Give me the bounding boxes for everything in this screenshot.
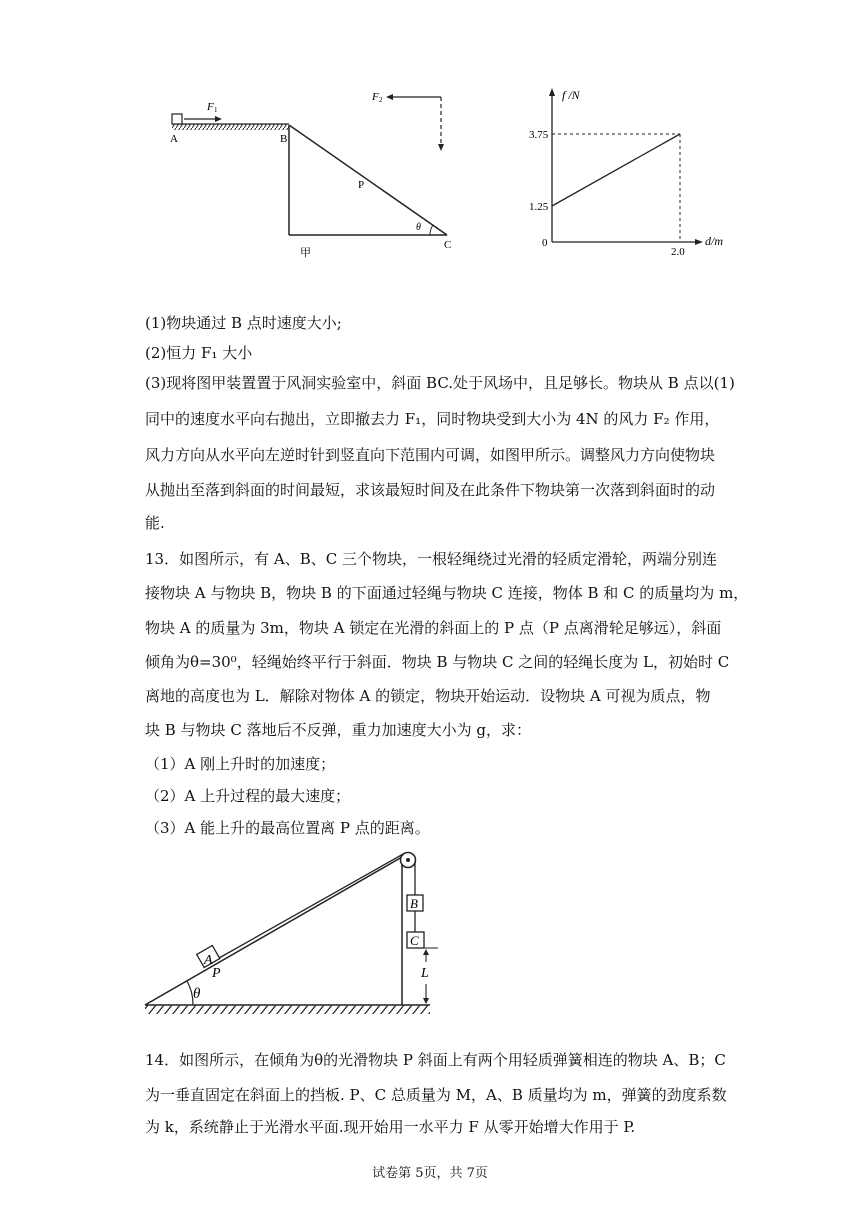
label-a: A (170, 133, 178, 145)
f1-arrow-head (215, 116, 222, 122)
label-f2: F (372, 91, 379, 103)
label-length: L (421, 966, 429, 981)
label-theta: θ (416, 222, 421, 233)
y-axis-arrow (549, 88, 555, 96)
q13-line: 物块 A 的质量为 3m，物块 A 锁定在光滑的斜面上的 P 点（P 点离滑轮足够远），斜面 (145, 619, 722, 637)
label-c: C (444, 239, 452, 251)
q12-part3-line: 从抛出至落到斜面的时间最短，求该最短时间及在此条件下物块第一次落到斜面时的动 (145, 481, 716, 499)
page-footer: 试卷第 5页，共 7页 (372, 1166, 488, 1181)
label-p: P (358, 179, 365, 191)
figure-jia (160, 80, 460, 265)
q13-sub2: （2）A 上升过程的最大速度； (145, 787, 351, 805)
svg-text:1: 1 (214, 106, 218, 114)
q12-part3-line: (3)现将图甲装置置于风洞实验室中，斜面 BC.处于风场中，且足够长。物块从 B 点以(1) (145, 374, 735, 392)
figure-pulley (140, 845, 450, 1025)
f-d-graph (525, 82, 735, 262)
angle-arc (430, 225, 433, 235)
rope-incline (212, 853, 405, 962)
y-tick-high: 3.75 (529, 129, 549, 141)
q12-part3-line: 同中的速度水平向右抛出，立即撤去力 F₁，同时物块受到大小为 4N 的风力 F₂ 作用， (145, 410, 720, 428)
rough-surface (172, 124, 289, 130)
q14-line: 14．如图所示，在倾角为θ的光滑物块 P 斜面上有两个用轻质弹簧相连的物块 A、B；C (145, 1051, 726, 1069)
q13-sub3: （3）A 能上升的最高位置离 P 点的距离。 (145, 819, 430, 837)
q12-part2: (2)恒力 F₁ 大小 (145, 344, 253, 362)
origin-label: 0 (542, 237, 548, 249)
q14-line: 为 k，系统静止于光滑水平面.现开始用一水平力 F 从零开始增大作用于 P. (145, 1118, 636, 1136)
ground-hatch (145, 1005, 430, 1014)
label-block-b: B (410, 896, 418, 911)
label-block-a: A (204, 953, 213, 968)
label-b: B (280, 133, 288, 145)
incline-bc (289, 125, 447, 235)
q13-line: 离地的高度也为 L．解除对物体 A 的锁定，物块开始运动．设物块 A 可视为质点，物 (145, 687, 711, 705)
f2-down-arrow-head (438, 144, 444, 151)
q13-line: 倾角为θ=30⁰，轻绳始终平行于斜面．物块 B 与物块 C 之间的轻绳长度为 L，初始时 C (145, 653, 730, 671)
q13-line: 块 B 与物块 C 落地后不反弹，重力加速度大小为 g，求： (145, 721, 531, 739)
svg-text:2: 2 (379, 96, 383, 104)
q12-part3-line: 能. (145, 514, 165, 532)
label-theta: θ (193, 986, 201, 1002)
q12-part3-line: 风力方向从水平向左逆时针到竖直向下范围内可调，如图甲所示。调整风力方向使物块 (145, 446, 716, 464)
q14-line: 为一垂直固定在斜面上的挡板. P、C 总质量为 M，A、B 质量均为 m，弹簧的劲度系数 (145, 1086, 727, 1104)
q13-line: 13．如图所示，有 A、B、C 三个物块，一根轻绳绕过光滑的轻质定滑轮，两端分别连 (145, 550, 717, 568)
f2-arrow-head (386, 94, 393, 100)
graph-y-label: f /N (562, 88, 580, 102)
caption-jia: 甲 (300, 247, 311, 259)
label-p: P (212, 966, 221, 981)
graph-x-label: d/m (705, 234, 723, 248)
q13-sub1: （1）A 刚上升时的加速度； (145, 755, 336, 773)
q13-line: 接物块 A 与物块 B，物块 B 的下面通过轻绳与物块 C 连接，物体 B 和 C 的质量均为 m， (145, 584, 749, 602)
f-d-line (552, 134, 680, 206)
label-block-c: C (410, 933, 419, 948)
incline (145, 857, 402, 1005)
x-tick: 2.0 (671, 246, 685, 258)
x-axis-arrow (695, 239, 703, 245)
block-at-a (172, 114, 182, 124)
q12-part1: (1)物块通过 B 点时速度大小; (145, 314, 342, 332)
label-f1: F (207, 101, 214, 113)
y-tick-low: 1.25 (529, 201, 549, 213)
